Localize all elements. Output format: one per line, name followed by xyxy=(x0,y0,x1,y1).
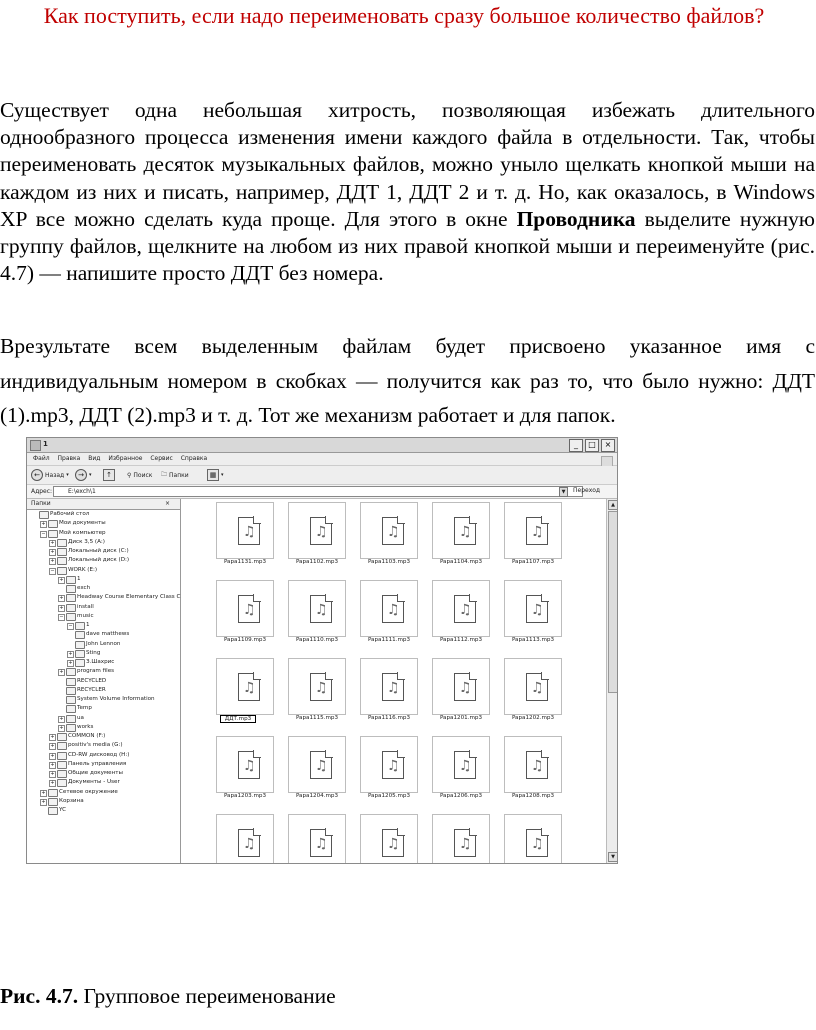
file-item[interactable] xyxy=(284,814,342,864)
tree-item[interactable] xyxy=(27,732,180,741)
tree-item[interactable] xyxy=(27,769,180,778)
file-thumbnail xyxy=(504,580,562,637)
collapse-icon[interactable]: − xyxy=(59,613,64,620)
file-name: Papa1113.mp3 xyxy=(511,637,555,643)
audio-file-icon: ♫ xyxy=(238,517,260,545)
paragraph-2: Врезультате всем выделенным файлам будет присвоено указанное имя с индивидуальным номером в скобках — получится как раз то, что было нужно: ДДТ (1).mp3, ДДТ (2).mp3 и т. д. Тот же механизм работает и для папок. xyxy=(0,334,815,427)
expand-icon[interactable]: + xyxy=(68,650,73,657)
folder-icon xyxy=(57,742,67,750)
file-thumbnail xyxy=(504,736,562,793)
audio-file-icon: ♫ xyxy=(454,517,476,545)
collapse-icon[interactable]: − xyxy=(41,530,46,537)
tree-item-label: RECYCLED xyxy=(77,677,107,684)
tree-item-label: music xyxy=(77,612,94,619)
tree-item-label: Мои документы xyxy=(59,520,106,527)
menu-view[interactable]: Вид xyxy=(88,455,101,462)
file-thumbnail xyxy=(360,658,418,715)
folder-icon xyxy=(66,696,76,704)
file-name: Papa1205.mp3 xyxy=(367,793,411,799)
tree-item[interactable] xyxy=(27,686,180,695)
tree-item-label: Документы - User xyxy=(68,779,120,786)
tree-item[interactable] xyxy=(27,658,180,667)
tree-item-label: Мой компьютер xyxy=(59,529,106,536)
audio-file-icon: ♫ xyxy=(238,751,260,779)
scroll-down-icon[interactable]: ▼ xyxy=(608,852,618,862)
menu-file[interactable]: Файл xyxy=(33,455,50,462)
expand-icon[interactable]: + xyxy=(50,752,55,759)
tree-item[interactable] xyxy=(27,760,180,769)
menu-tools[interactable]: Сервис xyxy=(150,455,173,462)
window-controls xyxy=(569,439,615,452)
tree-item[interactable] xyxy=(27,695,180,704)
tree-item[interactable] xyxy=(27,538,180,547)
file-thumbnail xyxy=(288,814,346,864)
paragraph-1-text-start: Существует одна небольшая хитрость, позволяющая избежать длительного однообразного процесса изменения имени каждого файла в отдельности. Так, чтобы переименовать десяток музыкальных файлов, можно уныло щелкать кнопкой мыши на каждом из них и писать, например, ДДТ 1, ДДТ 2 и т. д. Но, как оказалось, в Windows XP все можно сделать куда проще. Для этого в окне xyxy=(0,98,815,231)
address-bar xyxy=(27,485,617,499)
paragraph-1-text-end: выделите нужную группу файлов, щелкните на любом из них правой кнопкой мыши и переименуйте (рис. 4.7) — напишите просто ДДТ без номера. xyxy=(0,206,815,286)
file-item[interactable] xyxy=(284,580,342,650)
expand-icon[interactable]: + xyxy=(50,761,55,768)
audio-file-icon: ♫ xyxy=(238,673,260,701)
tree-item-label: dave matthews xyxy=(86,631,130,638)
rename-input[interactable]: ДДТ.mp3 xyxy=(220,715,256,723)
file-item[interactable] xyxy=(356,502,414,572)
paragraph-1 xyxy=(0,97,815,287)
file-item[interactable] xyxy=(500,580,558,650)
file-item[interactable] xyxy=(284,658,342,728)
tree-item-label: З.Шахрис xyxy=(86,659,115,665)
audio-file-icon: ♫ xyxy=(382,595,404,623)
expand-icon[interactable]: + xyxy=(59,724,64,731)
audio-file-icon: ♫ xyxy=(454,595,476,623)
file-name: Papa1116.mp3 xyxy=(367,715,411,721)
file-thumbnail xyxy=(216,736,274,793)
tree-item[interactable] xyxy=(27,723,180,732)
expand-icon[interactable]: + xyxy=(59,595,64,602)
tree-item-label: Headway Course Elementary Class C xyxy=(77,594,181,601)
vertical-scrollbar[interactable] xyxy=(606,499,617,863)
folder-icon xyxy=(39,511,49,519)
file-item[interactable] xyxy=(500,502,558,572)
tree-item-label: Диск 3,5 (A:) xyxy=(68,538,105,545)
file-item[interactable] xyxy=(212,658,270,728)
file-item[interactable] xyxy=(500,658,558,728)
tree-item[interactable] xyxy=(27,714,180,723)
file-item[interactable] xyxy=(356,658,414,728)
file-item[interactable] xyxy=(212,814,270,864)
back-button[interactable]: ← Назад ▾ xyxy=(31,469,69,481)
folder-icon xyxy=(66,678,76,686)
folder-icon xyxy=(75,650,85,658)
address-input[interactable]: E:\exch\1 xyxy=(53,486,583,497)
expand-icon[interactable]: + xyxy=(50,780,55,787)
tree-item-label: 1 xyxy=(86,622,90,628)
tree-item-label: exch xyxy=(77,585,91,591)
folders-label: Папки xyxy=(169,471,189,479)
audio-file-icon: ♫ xyxy=(454,829,476,857)
collapse-icon[interactable]: − xyxy=(50,567,55,574)
tree-item-label: CD-RW дисковод (H:) xyxy=(68,751,130,758)
menu-bar xyxy=(27,453,617,466)
folder-icon xyxy=(75,622,85,630)
file-name: Papa1107.mp3 xyxy=(511,559,555,565)
folder-icon xyxy=(75,631,85,639)
tree-item[interactable] xyxy=(27,547,180,556)
folders-button[interactable] xyxy=(161,469,189,481)
file-thumbnail xyxy=(288,736,346,793)
file-item[interactable] xyxy=(356,814,414,864)
tree-item[interactable] xyxy=(27,612,180,621)
tree-item-label: works xyxy=(77,723,94,730)
file-item[interactable] xyxy=(356,580,414,650)
tree-item-label: Локальный диск (D:) xyxy=(68,557,130,564)
audio-file-icon: ♫ xyxy=(382,751,404,779)
audio-file-icon: ♫ xyxy=(526,829,548,857)
audio-file-icon: ♫ xyxy=(310,751,332,779)
forward-arrow-icon: → xyxy=(75,469,87,481)
file-name: Papa1202.mp3 xyxy=(511,715,555,721)
folder-icon xyxy=(48,807,58,815)
file-thumbnail xyxy=(288,580,346,637)
expand-icon[interactable]: + xyxy=(41,789,46,796)
file-thumbnail xyxy=(504,814,562,864)
address-label: Адрес: xyxy=(31,488,53,495)
go-button[interactable]: Переход xyxy=(573,487,601,494)
tree-item[interactable] xyxy=(27,677,180,686)
folder-icon xyxy=(57,761,67,769)
figure-label: Рис. 4.7. xyxy=(0,984,79,1008)
tree-item[interactable] xyxy=(27,529,180,538)
folder-icon xyxy=(57,548,67,556)
file-item[interactable] xyxy=(428,814,486,864)
expand-icon[interactable]: + xyxy=(50,549,55,555)
file-thumbnail xyxy=(360,736,418,793)
file-thumbnail xyxy=(432,658,490,715)
search-button[interactable] xyxy=(127,469,152,481)
file-item[interactable] xyxy=(500,814,558,864)
menu-favorites[interactable]: Избранное xyxy=(108,455,143,462)
tree-item-label: Рабочий стол xyxy=(50,511,90,517)
tree-item-label: install xyxy=(77,603,94,610)
file-item[interactable] xyxy=(428,658,486,728)
folder-icon xyxy=(48,530,58,538)
folder-icon xyxy=(66,594,76,602)
tree-item[interactable] xyxy=(27,649,180,658)
toolbar xyxy=(27,466,617,485)
audio-file-icon: ♫ xyxy=(454,751,476,779)
tree-item[interactable] xyxy=(27,806,180,815)
scroll-up-icon[interactable]: ▲ xyxy=(608,500,618,510)
expand-icon[interactable]: + xyxy=(50,771,55,777)
file-thumbnail xyxy=(432,580,490,637)
scroll-thumb[interactable] xyxy=(608,511,618,693)
file-name: Papa1131.mp3 xyxy=(223,559,267,565)
forward-button[interactable]: → ▾ xyxy=(75,469,92,481)
file-thumbnail xyxy=(504,502,562,559)
folder-icon xyxy=(57,752,67,760)
tree-item[interactable] xyxy=(27,519,180,528)
audio-file-icon: ♫ xyxy=(310,673,332,701)
up-folder-icon: ↑ xyxy=(103,469,115,481)
tree-item[interactable] xyxy=(27,593,180,602)
tree-item-label: RECYCLER xyxy=(77,686,106,693)
close-button[interactable]: × xyxy=(601,439,615,452)
expand-icon[interactable]: + xyxy=(68,660,73,666)
minimize-button[interactable]: _ xyxy=(569,439,583,452)
tree-item[interactable] xyxy=(27,788,180,797)
window-title: 1 xyxy=(43,440,48,448)
expand-icon[interactable]: + xyxy=(50,539,55,546)
tree-item[interactable] xyxy=(27,640,180,649)
tree-item[interactable] xyxy=(27,575,180,584)
file-thumbnail xyxy=(216,814,274,864)
tree-item[interactable] xyxy=(27,751,180,760)
folder-icon xyxy=(66,668,76,676)
file-thumbnail xyxy=(432,502,490,559)
folder-icon xyxy=(75,659,85,667)
search-label: Поиск xyxy=(133,471,153,479)
close-pane-icon[interactable]: × xyxy=(165,500,171,507)
audio-file-icon: ♫ xyxy=(526,595,548,623)
file-thumbnail xyxy=(288,502,346,559)
tree-item[interactable] xyxy=(27,630,180,639)
tree-item[interactable] xyxy=(27,566,180,575)
maximize-button[interactable]: □ xyxy=(585,439,599,452)
explorer-term: Проводника xyxy=(516,206,636,231)
file-item[interactable] xyxy=(500,736,558,806)
tree-item-label: ua xyxy=(77,714,84,721)
tree-item-label: COMMON (F:) xyxy=(68,733,106,739)
tree-item-label: positiv's media (G:) xyxy=(68,742,123,749)
audio-file-icon: ♫ xyxy=(310,829,332,857)
folder-icon xyxy=(66,576,76,584)
audio-file-icon: ♫ xyxy=(382,673,404,701)
tree-item-label: Sting xyxy=(86,649,101,656)
file-thumbnail xyxy=(216,580,274,637)
file-thumbnail xyxy=(216,502,274,559)
audio-file-icon: ♫ xyxy=(454,673,476,701)
expand-icon[interactable]: + xyxy=(59,669,64,676)
file-thumbnail xyxy=(360,502,418,559)
page-heading: Как поступить, если надо переименовать сразу большое количество файлов? xyxy=(43,3,765,28)
audio-file-icon: ♫ xyxy=(238,595,260,623)
file-thumbnail xyxy=(360,814,418,864)
explorer-screenshot xyxy=(26,437,618,864)
tree-item[interactable] xyxy=(27,510,180,519)
folder-icon xyxy=(66,585,76,593)
expand-icon[interactable]: + xyxy=(50,734,55,740)
tree-item-label: WORK (E:) xyxy=(68,566,98,573)
audio-file-icon: ♫ xyxy=(310,517,332,545)
folder-icon xyxy=(75,641,85,649)
folder-icon xyxy=(57,557,67,565)
folder-icon xyxy=(66,705,76,713)
collapse-icon[interactable]: − xyxy=(68,623,73,629)
file-item[interactable] xyxy=(212,502,270,572)
expand-icon[interactable]: + xyxy=(59,715,64,722)
file-thumbnail xyxy=(432,736,490,793)
file-name: Papa1203.mp3 xyxy=(223,793,267,799)
folder-icon xyxy=(48,789,58,797)
folder-icon xyxy=(57,733,67,741)
folders-pane-title: Папки xyxy=(31,500,51,507)
file-name: Papa1102.mp3 xyxy=(295,559,339,565)
tree-item[interactable] xyxy=(27,584,180,593)
folder-icon xyxy=(57,779,67,787)
back-label: Назад xyxy=(45,471,65,479)
tree-item-label: Корзина xyxy=(59,797,84,804)
folders-pane xyxy=(27,499,181,863)
audio-file-icon: ♫ xyxy=(526,673,548,701)
menu-edit[interactable]: Правка xyxy=(57,455,81,462)
tree-item[interactable] xyxy=(27,778,180,787)
expand-icon[interactable]: + xyxy=(59,604,64,611)
tree-item-label: Temp xyxy=(77,705,92,712)
audio-file-icon: ♫ xyxy=(310,595,332,623)
tree-item[interactable] xyxy=(27,667,180,676)
audio-file-icon: ♫ xyxy=(526,517,548,545)
audio-file-icon: ♫ xyxy=(526,751,548,779)
figure-caption xyxy=(0,984,336,1009)
tree-item[interactable] xyxy=(27,603,180,612)
file-item[interactable] xyxy=(428,580,486,650)
file-name: Papa1104.mp3 xyxy=(439,559,483,565)
tree-item-label: YC xyxy=(59,807,67,813)
folder-icon xyxy=(57,539,67,547)
tree-item[interactable] xyxy=(27,741,180,750)
views-button[interactable]: ▦ ▾ xyxy=(207,469,224,481)
tree-item[interactable] xyxy=(27,621,180,630)
expand-icon[interactable]: + xyxy=(59,576,64,583)
tree-item[interactable] xyxy=(27,704,180,713)
folder-tree xyxy=(27,510,180,815)
window-titlebar xyxy=(27,438,617,453)
audio-file-icon: ♫ xyxy=(238,829,260,857)
tree-item-label: System Volume Information xyxy=(77,696,155,702)
file-name: Papa1206.mp3 xyxy=(439,793,483,799)
file-thumbnail xyxy=(504,658,562,715)
file-name: Papa1109.mp3 xyxy=(223,637,267,643)
folder-icon xyxy=(66,724,76,732)
tree-item[interactable] xyxy=(27,797,180,806)
tree-item-label: program files xyxy=(77,668,115,675)
tree-item-label: 1 xyxy=(77,575,81,582)
file-name: Papa1208.mp3 xyxy=(511,793,555,799)
tree-item-label: John Lennon xyxy=(86,640,121,647)
file-name: Papa1110.mp3 xyxy=(295,637,339,643)
file-name: Papa1115.mp3 xyxy=(295,715,339,721)
expand-icon[interactable]: + xyxy=(41,521,46,528)
file-name: Papa1201.mp3 xyxy=(439,715,483,721)
folders-icon: 🗀 xyxy=(161,471,168,478)
folder-icon xyxy=(57,567,67,575)
menu-help[interactable]: Справка xyxy=(180,455,208,462)
file-item[interactable] xyxy=(428,502,486,572)
address-dropdown-icon[interactable]: ▼ xyxy=(559,487,568,497)
file-item[interactable] xyxy=(428,736,486,806)
file-list xyxy=(181,499,605,863)
file-item[interactable] xyxy=(212,580,270,650)
folder-icon xyxy=(66,613,76,621)
folder-icon xyxy=(57,770,67,778)
search-icon: ⚲ xyxy=(127,471,132,479)
folder-icon xyxy=(30,440,41,451)
figure-caption-text: Групповое переименование xyxy=(78,984,336,1008)
file-thumbnail xyxy=(360,580,418,637)
file-name: Papa1111.mp3 xyxy=(367,637,411,643)
tree-item-label: Сетевое окружение xyxy=(59,788,118,795)
expand-icon[interactable]: + xyxy=(50,558,55,565)
tree-item-label: Локальный диск (C:) xyxy=(68,548,129,554)
file-thumbnail xyxy=(216,658,274,715)
audio-file-icon: ♫ xyxy=(382,517,404,545)
tree-item-label: Общие документы xyxy=(68,770,123,776)
folder-icon xyxy=(66,687,76,695)
file-item[interactable] xyxy=(356,736,414,806)
file-item[interactable] xyxy=(284,502,342,572)
file-name: Papa1103.mp3 xyxy=(367,559,411,565)
file-item[interactable] xyxy=(284,736,342,806)
folder-icon xyxy=(48,520,58,528)
file-item[interactable] xyxy=(212,736,270,806)
expand-icon[interactable]: + xyxy=(41,798,46,805)
folder-icon xyxy=(48,798,58,806)
file-thumbnail xyxy=(288,658,346,715)
tree-item-label: Панель управления xyxy=(68,760,127,767)
folders-pane-header xyxy=(27,499,180,510)
file-name: Papa1112.mp3 xyxy=(439,637,483,643)
tree-item[interactable] xyxy=(27,556,180,565)
back-arrow-icon: ← xyxy=(31,469,43,481)
folder-icon xyxy=(66,604,76,612)
up-folder-button[interactable] xyxy=(103,469,115,481)
folder-icon xyxy=(66,715,76,723)
file-thumbnail xyxy=(432,814,490,864)
file-name: Papa1204.mp3 xyxy=(295,793,339,799)
views-icon: ▦ xyxy=(207,469,219,481)
audio-file-icon: ♫ xyxy=(382,829,404,857)
expand-icon[interactable]: + xyxy=(50,743,55,750)
